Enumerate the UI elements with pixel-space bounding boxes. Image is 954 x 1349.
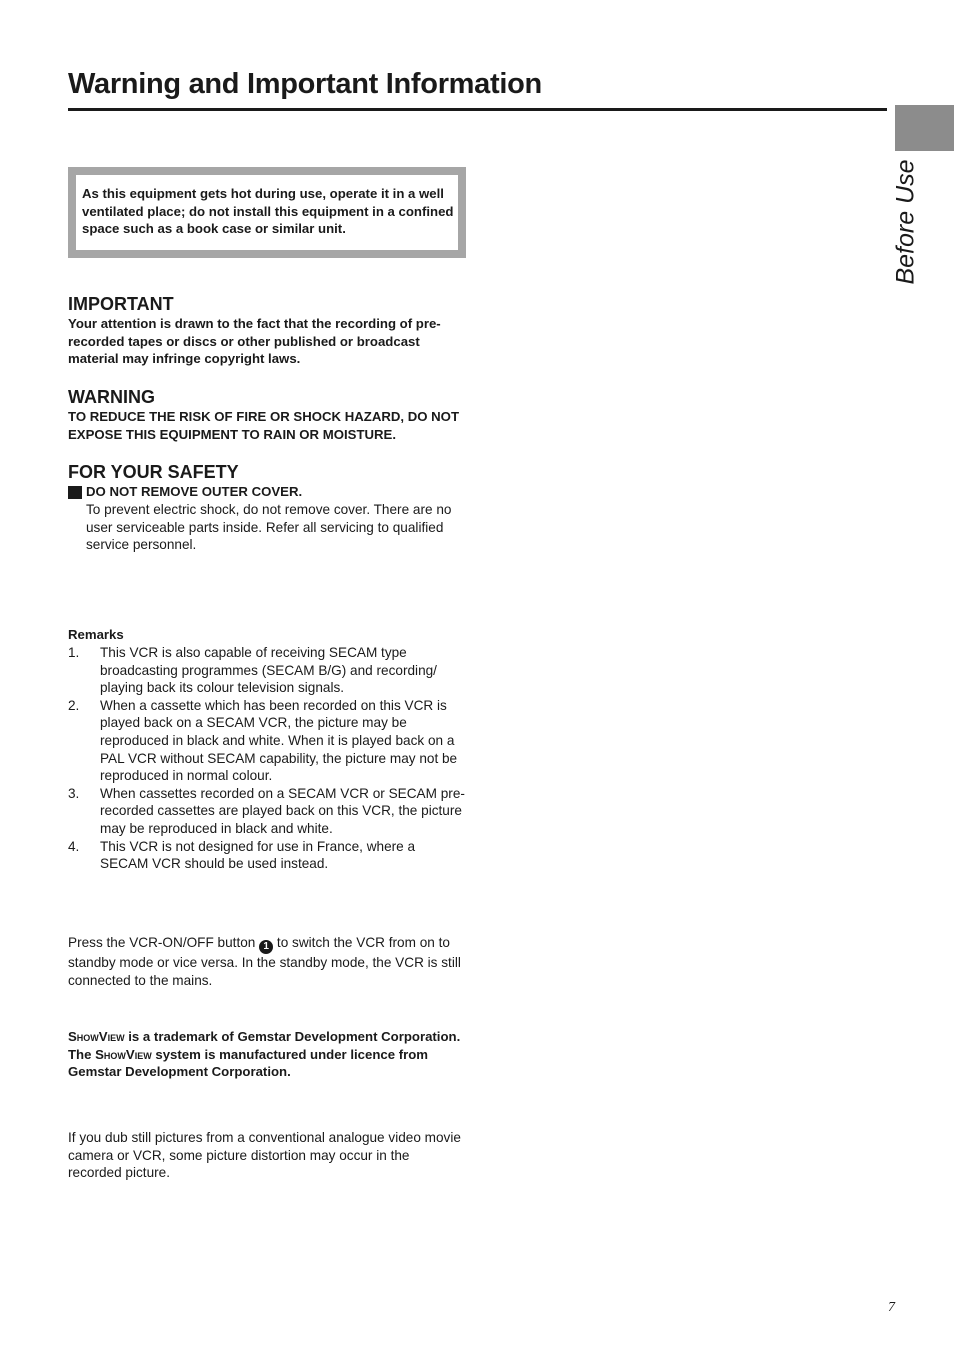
remarks-section [68,626,466,873]
list-item-text: When cassettes recorded on a SECAM VCR or SECAM pre-recorded cassettes are played back on this VCR, the picture may be reproduced in black and white. [100,785,465,836]
page-title: Warning and Important Information [68,68,542,100]
safety-heading: FOR YOUR SAFETY [68,462,239,482]
warning-text: TO REDUCE THE RISK OF FIRE OR SHOCK HAZARD, DO NOT EXPOSE THIS EQUIPMENT TO RAIN OR MOISTURE. [68,409,459,442]
dubbing-section [68,1129,466,1182]
list-item-number: 4. [68,838,80,854]
remarks-title: Remarks [68,627,124,642]
warning-section [68,386,466,443]
list-item-number: 2. [68,697,80,713]
list-item-text: When a cassette which has been recorded on this VCR is played back on a SECAM VCR, the picture may be reproduced in black and white. When it is played back on a PAL VCR without SECAM capability, the picture may not be reproduced in normal colour. [100,697,458,784]
power-section [68,934,466,989]
trademark-section [68,1028,466,1081]
ventilation-notice-box [68,167,466,258]
safety-item-text: To prevent electric shock, do not remove cover. There are no user serviceable parts inside. Refer all servicing to qualified service personnel. [86,502,452,553]
trademark-part2: system is manufactured under licence from Gemstar Development Corporation. [68,1046,429,1080]
section-tab-text: Before Use [891,159,920,285]
list-item [68,697,466,785]
ventilation-notice-text: As this equipment gets hot during use, operate it in a well ventilated place; do not install this equipment in a confined space such as a book case or similar unit. [82,186,454,237]
list-item [68,785,466,838]
list-item [68,644,466,697]
section-tab-marker [895,105,954,151]
power-text [68,934,466,989]
safety-item-title: DO NOT REMOVE OUTER COVER. [86,484,303,499]
showview-brand-2: ShowView [95,1046,152,1062]
square-bullet-icon [68,486,82,499]
number-one-circle-icon: 1 [259,940,273,954]
important-heading: IMPORTANT [68,294,174,314]
important-text: Your attention is drawn to the fact that the recording of pre-recorded tapes or discs or other published or broadcast material may infringe copyright laws. [68,316,441,367]
trademark-part1: is a trademark of Gemstar Development Corporation. The [68,1029,461,1062]
dubbing-note: If you dub still pictures from a conventional analogue video movie camera or VCR, some picture distortion may occur in the recorded picture. [68,1130,461,1181]
safety-item [68,483,466,501]
showview-brand: ShowView [68,1029,125,1044]
list-item-text: This VCR is also capable of receiving SECAM type broadcasting programmes (SECAM B/G) and recording/ playing back its colour television signals. [100,645,437,696]
list-item-number: 3. [68,785,80,801]
list-item-number: 1. [68,645,80,660]
page-number: 7 [888,1300,895,1315]
list-item [68,838,466,873]
title-divider [68,108,887,111]
warning-heading: WARNING [68,387,155,407]
remarks-list [68,644,466,873]
power-text-after: to switch the VCR from on to standby mode or vice versa. In the standby mode, the VCR is still connected to the mains. [68,935,461,988]
trademark-text [68,1028,466,1081]
safety-section [68,461,466,554]
important-section [68,293,466,368]
power-text-before: Press the VCR-ON/OFF button [68,935,256,950]
list-item-text: This VCR is not designed for use in France, where a SECAM VCR should be used instead. [100,838,416,872]
